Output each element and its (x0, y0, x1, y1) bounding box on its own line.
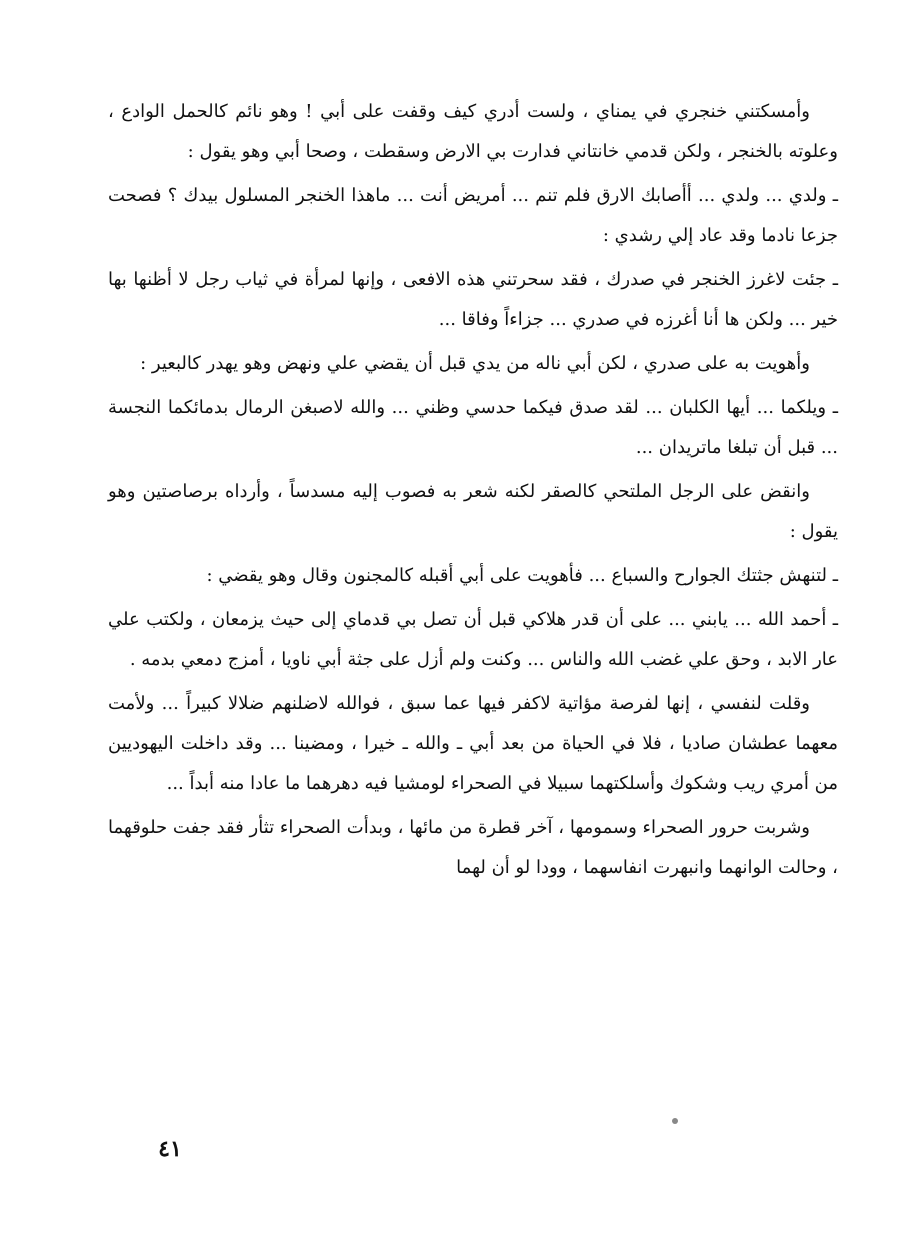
paragraph-5: ـ ويلكما ... أيها الكلبان ... لقد صدق فيكما حدسي وظني ... والله لاصبغن الرمال بدمائكما النجسة ... قبل أن تبلغا ماتريدان ... (108, 397, 838, 458)
paragraph-8: ـ أحمد الله ... يابني ... على أن قدر هلاكي قبل أن تصل بي قدماي إلى حيث يزمعان ، ولكتب علي عار الابد ، وحق علي غضب الله والناس ... وكنت ولم أزل على جثة أبي ناويا ، أمزج دمعي بدمه . (108, 609, 838, 670)
paragraph-2: ـ ولدي ... ولدي ... أأصابك الارق فلم تنم ... أمريض أنت ... ماهذا الخنجر المسلول بيدك ؟ فصحت جزعا نادما وقد عاد إلي رشدي : (108, 185, 838, 246)
paragraph-3: ـ جئت لاغرز الخنجر في صدرك ، فقد سحرتني هذه الافعى ، وإنها لمرأة في ثياب رجل لا أظنها بها خير ... ولكن ها أنا أغرزه في صدري ... جزاءاً وفاقا ... (108, 269, 838, 330)
paragraph-10: وشربت حرور الصحراء وسمومها ، آخر قطرة من مائها ، وبدأت الصحراء تثأر فقد جفت حلوقهما ، وحالت الوانهما وانبهرت انفاسهما ، وودا لو أن لهما (108, 817, 838, 878)
paragraph-9: وقلت لنفسي ، إنها لفرصة مؤاتية لاكفر فيها عما سبق ، فوالله لاضلنهم ضلالا كبيراً ... ولأمت معهما عطشان صاديا ، فلا في الحياة من بعد أبي ـ والله ـ خيرا ، ومضينا ... وقد داخلت اليهوديين من أمري ريب وشكوك وأسلكتهما سبيلا في الصحراء لومشيا فيه دهرهما ما عادا منه أبداً ... (108, 693, 838, 794)
margin-mark (672, 1118, 678, 1124)
page-number: ٤١ (158, 1136, 182, 1162)
body-text (108, 92, 838, 888)
paragraph-6: وانقض على الرجل الملتحي كالصقر لكنه شعر به فصوب إليه مسدساً ، وأرداه برصاصتين وهو يقول : (108, 481, 838, 542)
paragraph-7: ـ لتنهش جثتك الجوارح والسباع ... فأهويت على أبي أقبله كالمجنون وقال وهو يقضي : (206, 565, 838, 586)
paragraph-1: وأمسكتني خنجري في يمناي ، ولست أدري كيف وقفت على أبي ! وهو نائم كالحمل الوادع ، وعلوته بالخنجر ، ولكن قدمي خانتاني فدارت بي الارض وسقطت ، وصحا أبي وهو يقول : (108, 101, 838, 162)
paragraph-4: وأهويت به على صدري ، لكن أبي ناله من يدي قبل أن يقضي علي ونهض وهو يهدر كالبعير : (140, 353, 810, 374)
